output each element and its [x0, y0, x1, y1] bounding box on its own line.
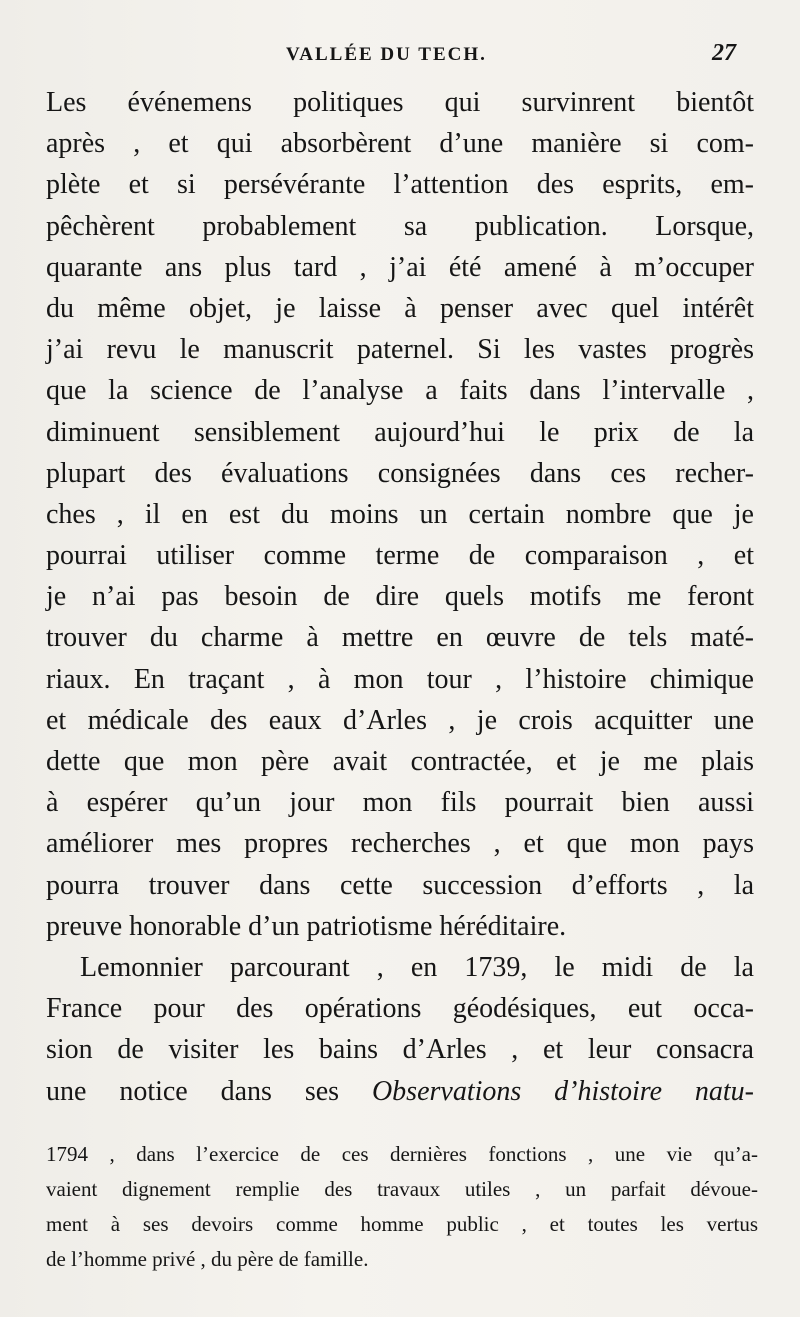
text-line: après , et qui absorbèrent d’une manière si com-: [46, 128, 754, 160]
text-line: j’ai revu le manuscrit paternel. Si les vastes progrès: [46, 334, 754, 366]
text-line: riaux. En traçant , à mon tour , l’histoire chimique: [46, 663, 754, 695]
text-line: preuve honorable d’un patriotisme héréditaire.: [46, 910, 567, 942]
text-line: pourrai utiliser comme terme de comparaison , et: [46, 540, 754, 572]
text-line: et médicale des eaux d’Arles , je crois acquitter une: [46, 704, 754, 736]
text-line: Les événemens politiques qui survinrent bientôt: [46, 87, 754, 118]
text-line: à espérer qu’un jour mon fils pourrait bien aussi: [46, 787, 754, 819]
text-line: sion de visiter les bains d’Arles , et leur consacra: [46, 1034, 754, 1066]
footnote-line: de l’homme privé , du père de famille.: [46, 1247, 369, 1271]
text-segment: une notice dans ses: [46, 1075, 372, 1107]
text-line: améliorer mes propres recherches , et que mon pays: [46, 828, 754, 860]
running-head: [0, 40, 800, 74]
text-line-mixed: [46, 1071, 754, 1112]
text-line: France pour des opérations géodésiques, eut occa-: [46, 993, 754, 1025]
text-line: plète et si persévérante l’attention des esprits, em-: [46, 169, 754, 201]
text-line: dette que mon père avait contractée, et je me plais: [46, 746, 754, 777]
footnote: [46, 1137, 758, 1277]
footnote-line: vaient dignement remplie des travaux utiles , un parfait dévoue-: [46, 1177, 758, 1201]
text-line: ches , il en est du moins un certain nombre que je: [46, 498, 754, 530]
text-line: plupart des évaluations consignées dans ces recher-: [46, 457, 754, 489]
footnote-line: 1794 , dans l’exercice de ces dernières fonctions , une vie qu’a-: [46, 1142, 758, 1166]
book-title-italic: Observations d’histoire natu-: [371, 1075, 755, 1107]
text-line: pêchèrent probablement sa publication. Lorsque,: [46, 210, 754, 242]
text-line: du même objet, je laisse à penser avec quel intérêt: [46, 292, 754, 324]
text-line: que la science de l’analyse a faits dans l’intervalle ,: [46, 375, 754, 407]
text-line: trouver du charme à mettre en œuvre de tels maté-: [46, 622, 754, 654]
body-text: [46, 82, 754, 1112]
footnote-line: ment à ses devoirs comme homme public , et toutes les vertus: [46, 1212, 758, 1236]
running-title: VALLÉE DU TECH.: [286, 44, 487, 65]
text-line: diminuent sensiblement aujourd’hui le prix de la: [46, 416, 754, 448]
text-line: je n’ai pas besoin de dire quels motifs me feront: [46, 581, 754, 613]
page-number: 27: [712, 40, 736, 66]
text-line: quarante ans plus tard , j’ai été amené à m’occuper: [46, 251, 754, 283]
text-line: pourra trouver dans cette succession d’efforts , la: [46, 869, 754, 901]
text-line: Lemonnier parcourant , en 1739, le midi de la: [80, 951, 754, 983]
